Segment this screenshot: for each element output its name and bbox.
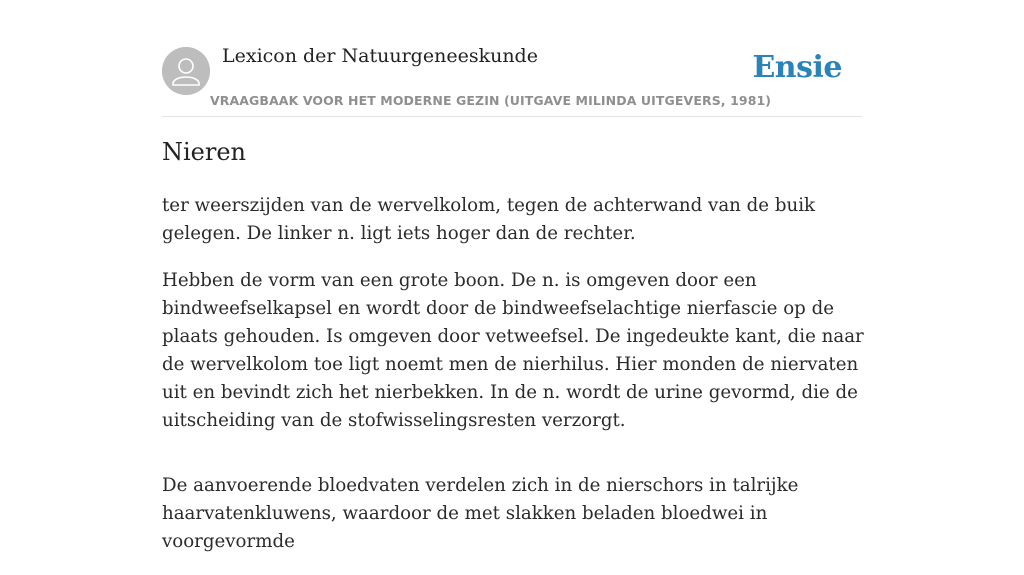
entry-paragraph: De aanvoerende bloedvaten verdelen zich in de nierschors in talrijke haarvatenkluwens, waardoor de met slakken beladen bloedwei in voorgevormde [162,475,799,552]
article-container [162,0,864,552]
user-avatar-icon[interactable] [162,47,210,95]
brand-logo[interactable]: Ensie [752,50,842,85]
source-header [162,0,862,117]
source-subtitle: VRAAGBAAK VOOR HET MODERNE GEZIN (UITGAVE MILINDA UITGEVERS, 1981) [210,93,772,108]
entry-paragraph: Hebben de vorm van een grote boon. De n. is omgeven door een bindweefselkapsel en wordt door de bindweefselachtige nierfascie op de plaats gehouden. Is omgeven door vetweefsel. De ingedeukte kant, die naar de wervelkolom toe ligt noemt men de nierhilus. Hier monden de niervaten uit en bevindt zich het nierbekken. In de n. wordt de urine gevormd, die de uitscheiding van de stofwisselingsresten verzorgt. [162,270,864,431]
entry-paragraph: ter weerszijden van de wervelkolom, tegen de achterwand van de buik gelegen. De linker n. ligt iets hoger dan de rechter. [162,195,816,244]
entry-body [162,192,874,575]
entry-title: Nieren [162,138,247,166]
source-title[interactable]: Lexicon der Natuurgeneeskunde [222,45,538,67]
